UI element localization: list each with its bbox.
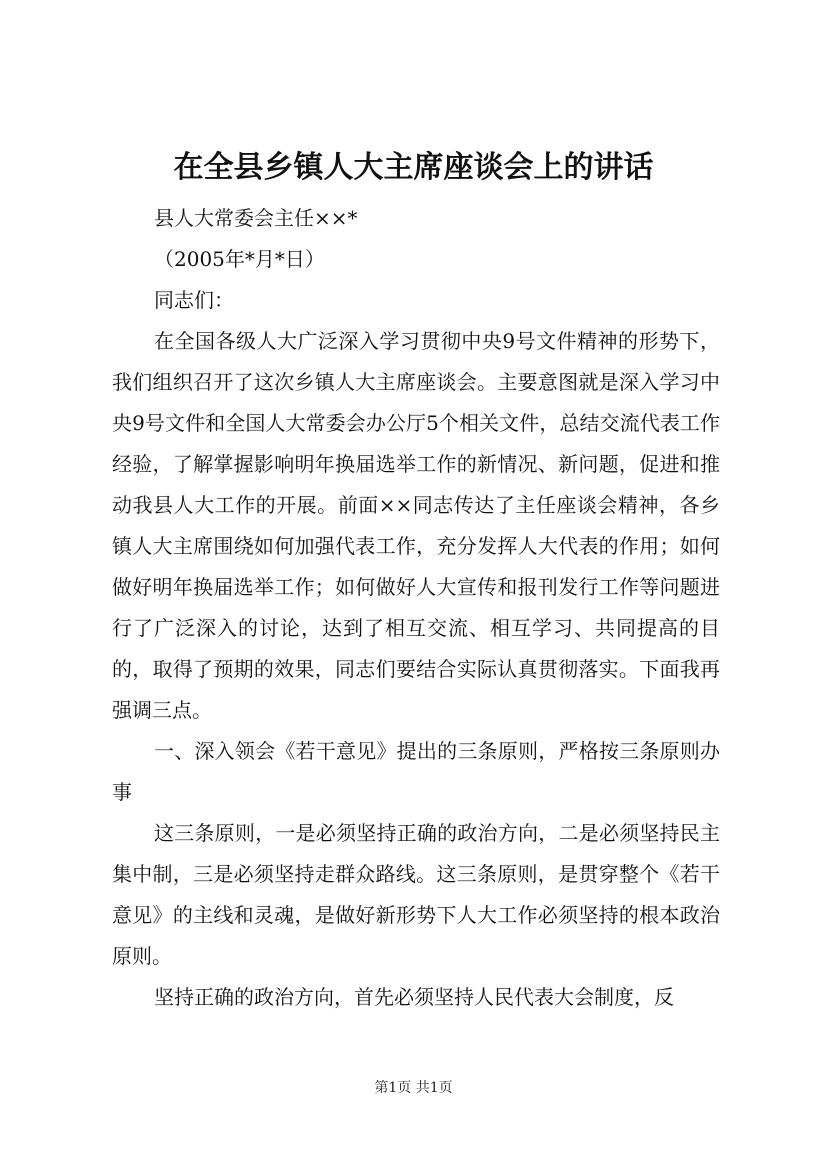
salutation: 同志们： [154,288,234,312]
section-heading: 一、深入领会《若干意见》提出的三条原则，严格按三条原则办事 [112,739,720,804]
document-body [112,198,720,1018]
body-paragraph: 坚持正确的政治方向，首先必须坚持人民代表大会制度，反 [154,985,674,1009]
date-line: （2005年*月*日） [154,247,325,271]
body-paragraph: 这三条原则，一是必须坚持正确的政治方向，二是必须坚持民主集中制，三是必须坚持走群众路线。这三条原则，是贯穿整个《若干意见》的主线和灵魂，是做好新形势下人大工作必须坚持的根本政治原则。 [112,821,720,968]
page-title: 在全县乡镇人大主席座谈会上的讲话 [173,150,654,185]
body-paragraph: 在全国各级人大广泛深入学习贯彻中央9号文件精神的形势下，我们组织召开了这次乡镇人大主席座谈会。主要意图就是深入学习中央9号文件和全国人大常委会办公厅5个相关文件，总结交流代表工作经验，了解掌握影响明年换届选举工作的新情况、新问题，促进和推动我县人大工作的开展。前面××同志传达了主任座谈会精神，各乡镇人大主席围绕如何加强代表工作，充分发挥人大代表的作用；如何做好明年换届选举工作；如何做好人大宣传和报刊发行工作等问题进行了广泛深入的讨论，达到了相互交流、相互学习、共同提高的目的，取得了预期的效果，同志们要结合实际认真贯彻落实。下面我再强调三点。 [112,329,720,722]
author-line: 县人大常委会主任××* [154,206,358,230]
page-number-footer: 第1页 共1页 [374,1080,453,1096]
